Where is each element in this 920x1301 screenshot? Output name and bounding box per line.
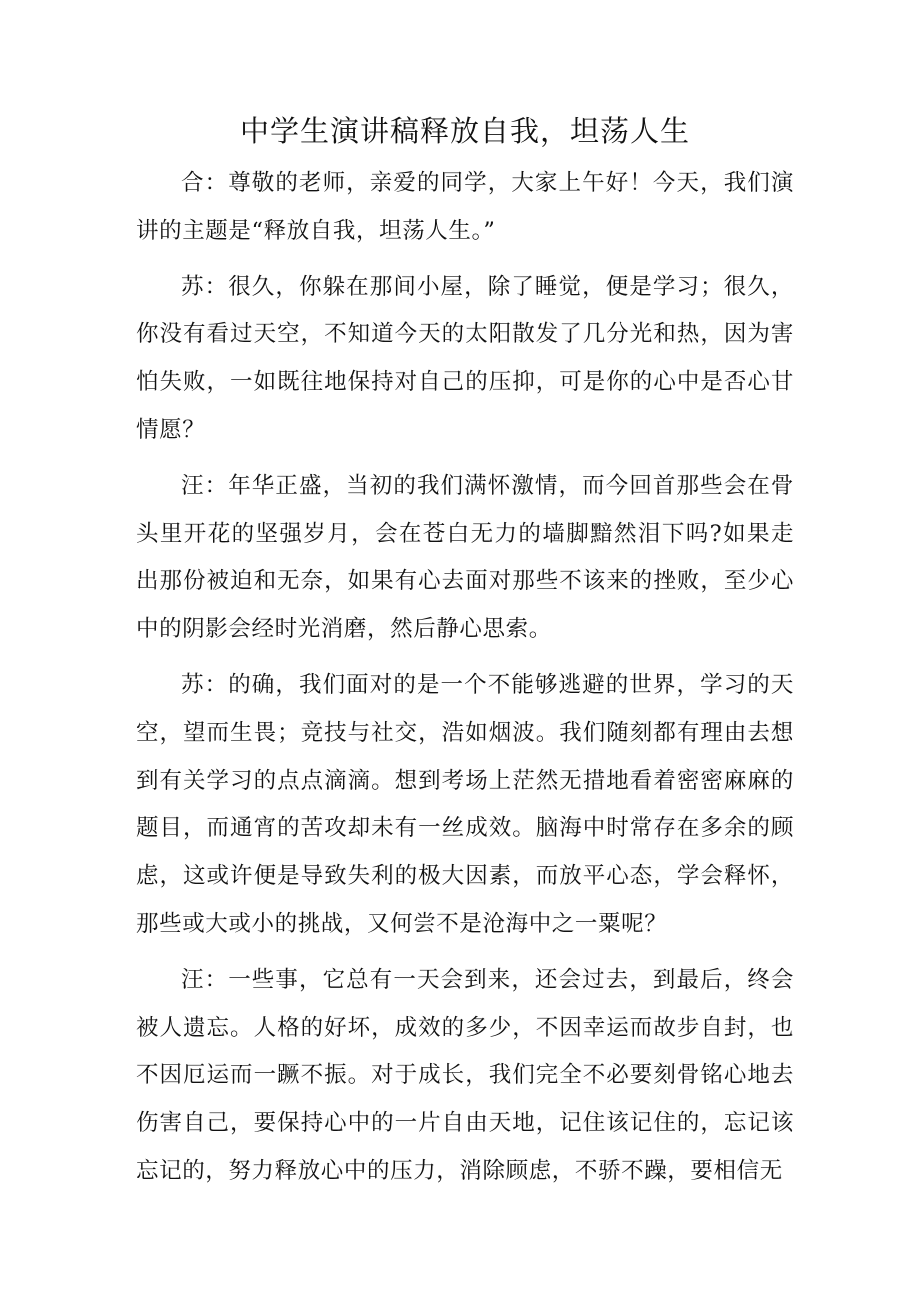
document-title: 中学生演讲稿释放自我，坦荡人生: [239, 114, 690, 148]
paragraph-opening: 合：尊敬的老师，亲爱的同学，大家上午好！今天，我们演讲的主题是“释放自我，坦荡人生。”: [136, 170, 794, 244]
paragraph-su-1: 苏：很久，你躲在那间小屋，除了睡觉，便是学习；很久，你没有看过天空，不知道今天的太阳散发了几分光和热，因为害怕失败，一如既往地保持对自己的压抑，可是你的心中是否心甘情愿？: [136, 273, 794, 443]
paragraph-wang-1: 汪：年华正盛，当初的我们满怀激情，而今回首那些会在骨头里开花的坚强岁月，会在苍白无力的墙脚黯然泪下吗?如果走出那份被迫和无奈，如果有心去面对那些不该来的挫败，至少心中的阴影会经时光消磨，然后静心思索。: [136, 472, 794, 643]
paragraph-wang-2: 汪：一些事，它总有一天会到来，还会过去，到最后，终会被人遗忘。人格的好坏，成效的多少，不因幸运而故步自封，也不因厄运而一蹶不振。对于成长，我们完全不必要刻骨铭心地去伤害自己，要保持心中的一片自由天地，记住该记住的，忘记该忘记的，努力释放心中的压力，消除顾虑，不骄不躁，要相信无: [136, 966, 794, 1184]
paragraph-su-2: 苏：的确，我们面对的是一个不能够逃避的世界，学习的天空，望而生畏；竞技与社交，浩如烟波。我们随刻都有理由去想到有关学习的点点滴滴。想到考场上茫然无措地看着密密麻麻的题目，而通宵的苦攻却未有一丝成效。脑海中时常存在多余的顾虑，这或许便是导致失利的极大因素，而放平心态，学会释怀，那些或大或小的挑战，又何尝不是沧海中之一粟呢？: [136, 671, 794, 937]
